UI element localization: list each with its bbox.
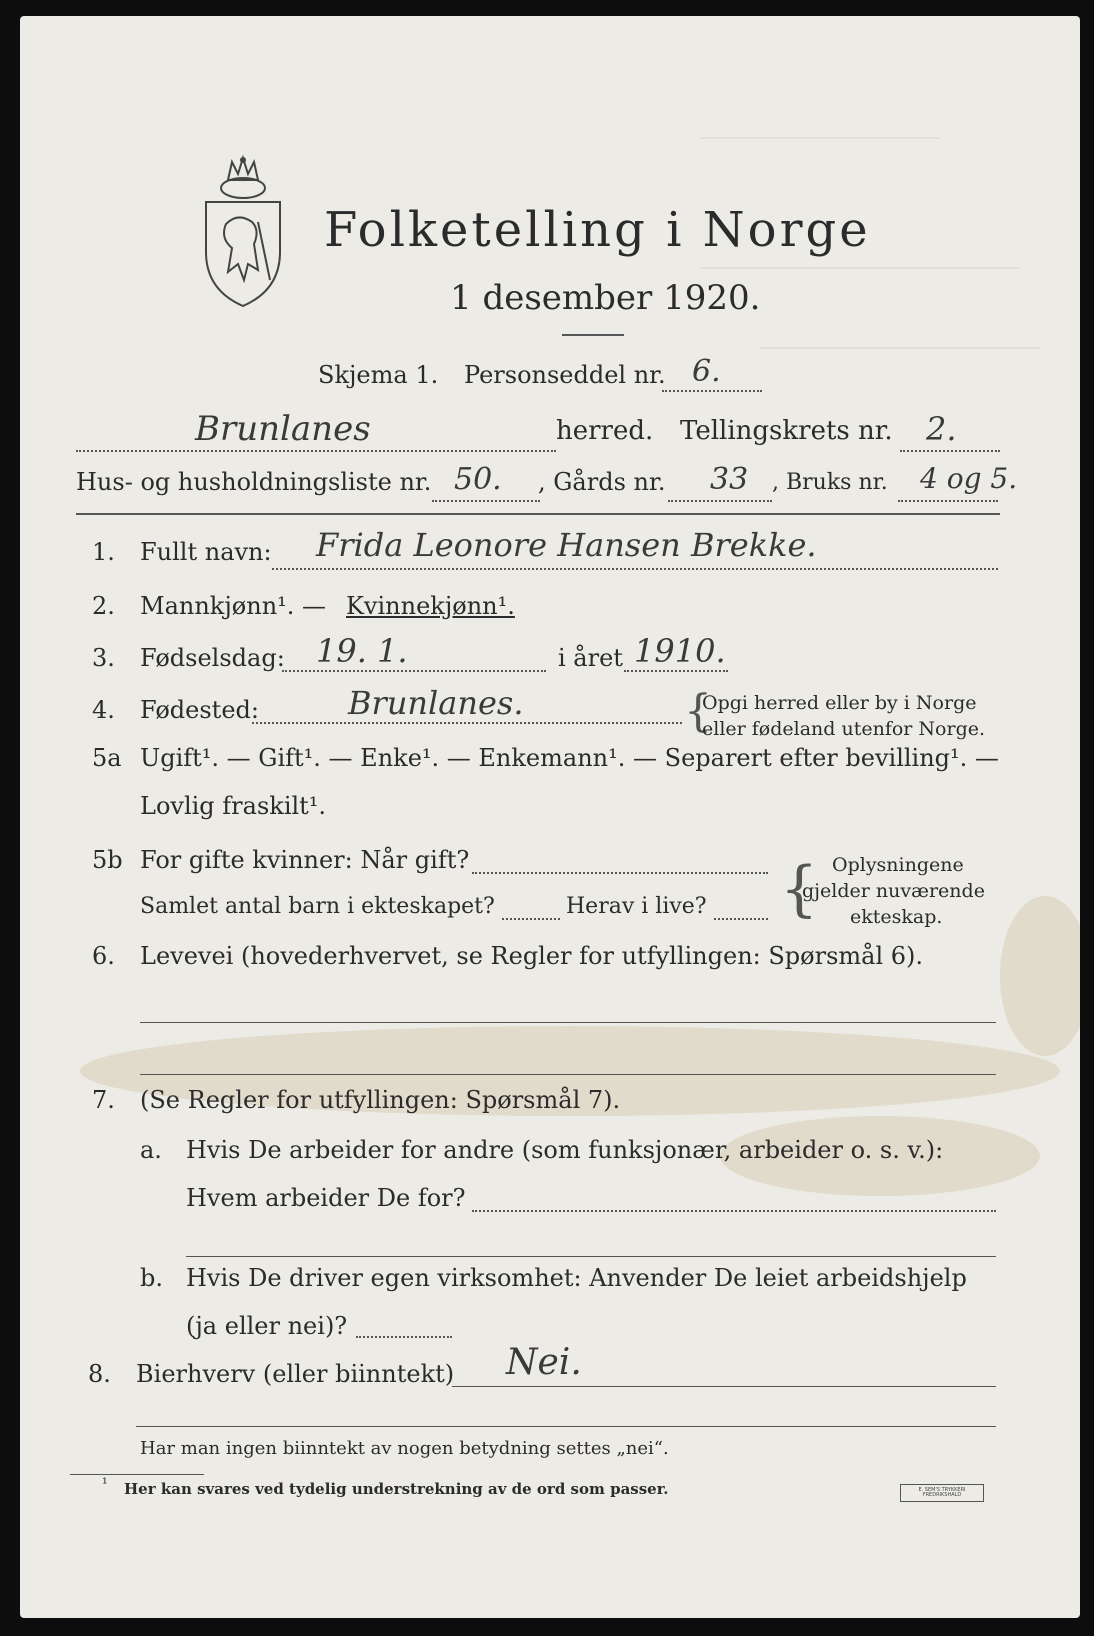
bruks-value: 4 og 5. [920, 462, 1018, 495]
q3-value: 19. 1. [316, 632, 408, 670]
q8-number: 8. [88, 1360, 111, 1388]
q4-label: Fødested: [140, 696, 259, 724]
q2-male-option: Mannkjønn¹. — [140, 592, 327, 620]
q7-number: 7. [92, 1086, 115, 1114]
q1-number: 1. [92, 538, 115, 566]
census-form-page [20, 16, 1080, 1618]
bleed-through-text: ―――――――――――― [700, 124, 940, 148]
printer-stamp-text: E. SEM'S TRYKKERI FREDRIKSHALD [918, 1487, 966, 1498]
q2-female-option-underlined [346, 592, 515, 620]
bruks-line [898, 500, 998, 502]
q5b-children-line [502, 918, 560, 920]
q7b-yes-no-label: (ja eller nei)? [186, 1312, 348, 1340]
paper-stain [1000, 896, 1080, 1056]
husholdning-value: 50. [454, 462, 502, 497]
q6-label: Levevei (hovederhvervet, se Regler for utfyllingen: Spørsmål 6). [140, 942, 924, 970]
q1-value: Frida Leonore Hansen Brekke. [316, 526, 817, 564]
q6-answer-line-2 [140, 1074, 996, 1075]
personseddel-value: 6. [692, 354, 721, 389]
q7a-label: Hvis De arbeider for andre (som funksjonær, arbeider o. s. v.): [186, 1136, 944, 1164]
q5b-children-label: Samlet antal barn i ekteskapet? [140, 894, 495, 919]
q6-number: 6. [92, 942, 115, 970]
gards-line [668, 500, 772, 502]
q5b-married-when-label: For gifte kvinner: Når gift? [140, 846, 470, 874]
herred-line [76, 450, 556, 452]
q5a-options-line-2: Lovlig fraskilt¹. [140, 792, 327, 820]
q4-note-line-1: Opgi herred eller by i Norge [702, 692, 977, 714]
q5b-note-line-2: gjelder nuværende [802, 880, 985, 902]
tellingskrets-line [900, 450, 1000, 452]
q2-number: 2. [92, 592, 115, 620]
q7a-letter: a. [140, 1136, 162, 1164]
q3-number: 3. [92, 644, 115, 672]
title-divider [562, 334, 624, 336]
q1-line [272, 568, 998, 570]
q5b-note-line-3: ekteskap. [850, 906, 943, 928]
q7b-letter: b. [140, 1264, 163, 1292]
q7b-label: Hvis De driver egen virksomhet: Anvender De leiet arbeidshjelp [186, 1264, 967, 1292]
tellingskrets-label: Tellingskrets nr. [680, 416, 893, 446]
schema-label: Skjema 1. [318, 361, 439, 389]
q4-number: 4. [92, 696, 115, 724]
q3-year-value: 1910. [634, 632, 726, 670]
q4-note-line-2: eller fødeland utenfor Norge. [702, 718, 986, 740]
personseddel-line [662, 390, 762, 392]
printer-stamp [900, 1484, 984, 1502]
q7a-employer-line [472, 1210, 996, 1212]
husholdning-line [432, 500, 540, 502]
q7a-answer-line [186, 1256, 996, 1257]
q8-answer-line-2 [136, 1426, 996, 1427]
q4-value: Brunlanes. [348, 684, 524, 722]
q2-female-option: Kvinnekjønn¹. [346, 592, 515, 620]
footnote-mark: ¹ [102, 1476, 108, 1492]
q7-label: (Se Regler for utfyllingen: Spørsmål 7). [140, 1086, 621, 1114]
q5b-alive-label: Herav i live? [566, 894, 707, 919]
q7b-yes-no-line [356, 1336, 452, 1338]
q5b-brace: { [780, 854, 819, 924]
q5a-number: 5a [92, 744, 122, 772]
q3-year-label: i året [558, 644, 623, 672]
coat-of-arms-icon [198, 152, 288, 310]
form-title: Folketelling i Norge [324, 202, 871, 258]
q8-value: Nei. [506, 1342, 582, 1383]
tellingskrets-value: 2. [926, 410, 957, 448]
q7a-employer-label: Hvem arbeider De for? [186, 1184, 466, 1212]
footnote-text: Her kan svares ved tydelig understrekning av de ord som passer. [124, 1480, 669, 1498]
personseddel-label: Personseddel nr. [464, 361, 666, 389]
gards-value: 33 [710, 462, 749, 497]
bleed-through-text: ―――――――――――――― [760, 334, 1040, 358]
q3-line [282, 670, 546, 672]
herred-label: herred. [556, 416, 654, 446]
husholdning-label: Hus- og husholdningsliste nr. [76, 468, 432, 496]
q1-label: Fullt navn: [140, 538, 272, 566]
q3-label: Fødselsdag: [140, 644, 285, 672]
q5a-options: Ugift¹. — Gift¹. — Enke¹. — Enkemann¹. — Separert efter bevilling¹. — [140, 744, 999, 772]
q8-label: Bierhverv (eller biinntekt) [136, 1360, 455, 1388]
q5b-married-when-line [472, 872, 768, 874]
q4-line [252, 722, 682, 724]
herred-value: Brunlanes [195, 409, 371, 449]
footer-note: Har man ingen biinntekt av nogen betydning settes „nei“. [140, 1438, 669, 1459]
gards-label: , Gårds nr. [538, 468, 666, 496]
q6-answer-line-1 [140, 1022, 996, 1023]
q5b-number: 5b [92, 846, 123, 874]
header-separator [76, 513, 1000, 515]
q3-year-line [624, 670, 728, 672]
bruks-label: , Bruks nr. [772, 470, 888, 495]
footnote-divider [70, 1474, 204, 1475]
form-date: 1 desember 1920. [450, 278, 761, 318]
q8-answer-line [452, 1386, 996, 1387]
q5b-note-line-1: Oplysningene [832, 854, 964, 876]
bleed-through-text: ―――――――――――――――― [700, 254, 1020, 278]
q4-brace: { [684, 686, 712, 737]
q5b-alive-line [714, 918, 768, 920]
